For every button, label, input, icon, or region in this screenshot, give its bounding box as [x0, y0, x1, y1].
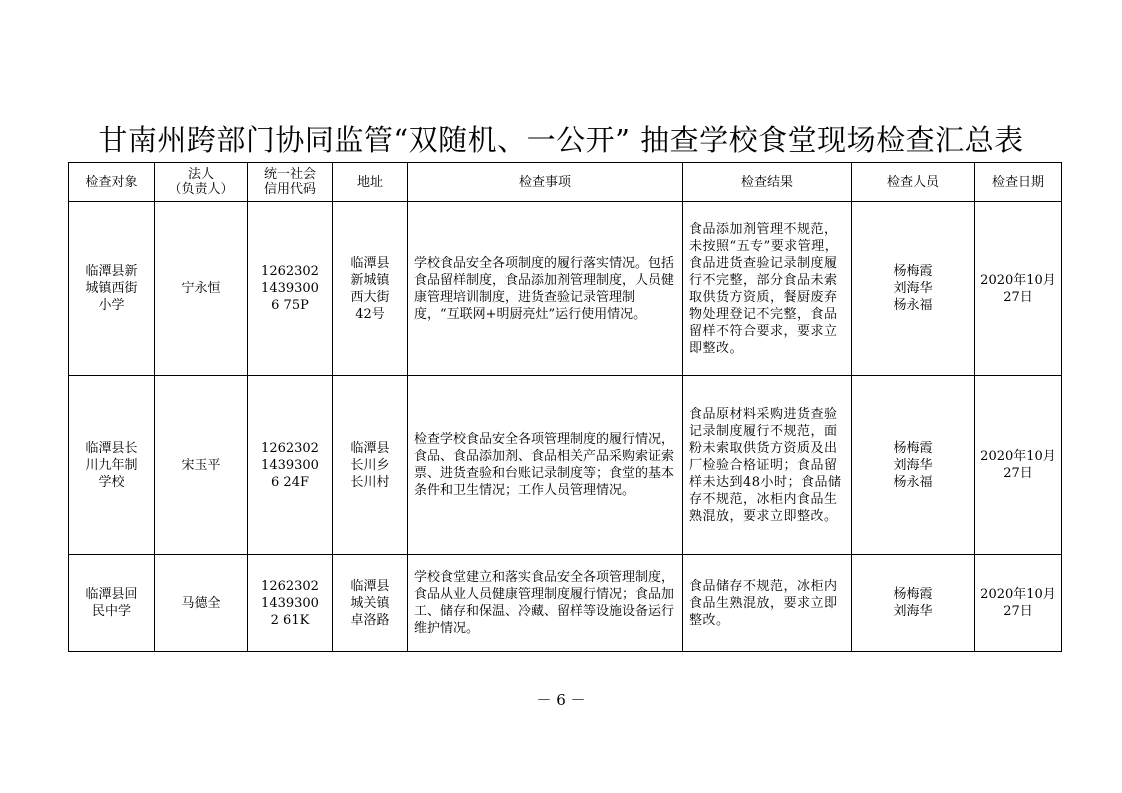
header-legal-person — [155, 163, 248, 202]
header-legal-line1: 法人 — [187, 167, 214, 182]
table-row — [69, 202, 1062, 376]
header-inspectors: 检查人员 — [852, 163, 975, 202]
inspector-name: 刘海华 — [893, 604, 933, 619]
cell-items: 学校食堂建立和落实食品安全各项管理制度，食品从业人员健康管理制度履行情况；食品加工、储存和保温、冷藏、留样等设施设备运行维护情况。 — [408, 555, 683, 652]
cell-result: 食品原材料采购进货查验记录制度履行不规范，面粉未索取供货方资质及出厂检验合格证明；食品留样未达到48小时；食品储存不规范，冰柜内食品生熟混放，要求立即整改。 — [683, 376, 852, 555]
address-text: 临潭县城关镇卓洛路 — [350, 578, 390, 628]
cell-target — [69, 376, 155, 555]
cell-inspectors — [852, 376, 975, 555]
document-title: 甘南州跨部门协同监管“双随机、一公开” 抽查学校食堂现场检查汇总表 — [98, 123, 1024, 157]
date-text: 2020年10月27日 — [980, 587, 1056, 619]
code-text: 126230214393006 24F — [261, 440, 319, 490]
header-date: 检查日期 — [975, 163, 1062, 202]
cell-result: 食品储存不规范，冰柜内食品生熟混放，要求立即整改。 — [683, 555, 852, 652]
header-legal-line2: （负责人） — [168, 182, 234, 197]
header-code-line1: 统一社会 — [263, 167, 316, 182]
inspector-name: 杨梅霞 — [893, 440, 933, 456]
inspector-name: 刘海华 — [893, 281, 933, 296]
page-number: － 6 － — [536, 691, 586, 709]
header-target: 检查对象 — [69, 163, 155, 202]
cell-address — [333, 202, 408, 376]
cell-date — [975, 555, 1062, 652]
code-text: 126230214393006 75P — [261, 264, 319, 313]
cell-credit-code — [248, 202, 333, 376]
cell-legal-person: 宁永恒 — [155, 202, 248, 376]
header-result: 检查结果 — [683, 163, 852, 202]
table-row — [69, 376, 1062, 555]
inspector-name: 杨永福 — [893, 474, 933, 490]
table-row — [69, 555, 1062, 652]
cell-items: 检查学校食品安全各项管理制度的履行情况，食品、食品添加剂、食品相关产品采购索证索票、进货查验和台账记录制度等；食堂的基本条件和卫生情况；工作人员管理情况。 — [408, 376, 683, 555]
inspection-summary-table — [68, 162, 1062, 652]
code-text: 126230214393002 61K — [261, 578, 319, 628]
inspector-name: 杨永福 — [893, 298, 933, 313]
inspector-name: 杨梅霞 — [893, 587, 933, 602]
date-text: 2020年10月27日 — [980, 272, 1056, 305]
cell-inspectors — [852, 555, 975, 652]
cell-legal-person: 宋玉平 — [155, 376, 248, 555]
inspector-name: 杨梅霞 — [893, 264, 933, 279]
cell-date — [975, 202, 1062, 376]
header-address: 地址 — [333, 163, 408, 202]
cell-address — [333, 555, 408, 652]
cell-items: 学校食品安全各项制度的履行落实情况。包括食品留样制度，食品添加剂管理制度，人员健康管理培训制度，进货查验记录管理制度，“互联网+明厨亮灶”运行使用情况。 — [408, 202, 683, 376]
table-header-row — [69, 163, 1062, 202]
cell-result: 食品添加剂管理不规范，未按照“五专”要求管理，食品进货查验记录制度履行不完整，部分食品未索取供货方资质，餐厨废弃物处理登记不完整，食品留样不符合要求，要求立即整改。 — [683, 202, 852, 376]
cell-target — [69, 555, 155, 652]
cell-address — [333, 376, 408, 555]
target-text: 临潭县回民中学 — [85, 587, 138, 619]
address-text: 临潭县长川乡长川村 — [350, 440, 390, 490]
cell-credit-code — [248, 555, 333, 652]
header-code-line2: 信用代码 — [263, 182, 316, 197]
cell-credit-code — [248, 376, 333, 555]
target-text: 临潭县新城镇西街小学 — [85, 264, 138, 313]
cell-inspectors — [852, 202, 975, 376]
address-text: 临潭县新城镇西大街42号 — [350, 255, 390, 322]
date-text: 2020年10月27日 — [980, 449, 1056, 481]
inspector-name: 刘海华 — [893, 457, 933, 473]
cell-date — [975, 376, 1062, 555]
cell-legal-person: 马德全 — [155, 555, 248, 652]
cell-target — [69, 202, 155, 376]
header-credit-code — [248, 163, 333, 202]
header-items: 检查事项 — [408, 163, 683, 202]
target-text: 临潭县长川九年制学校 — [85, 440, 138, 490]
